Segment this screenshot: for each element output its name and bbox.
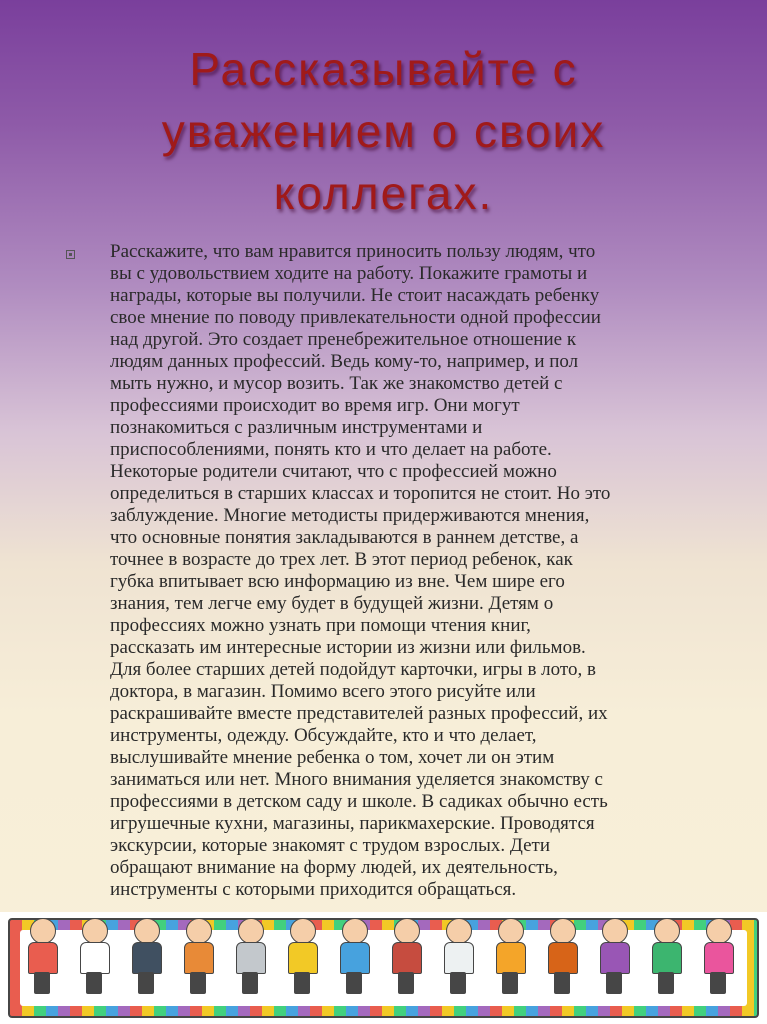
child-head-icon — [290, 918, 316, 944]
child-legs-icon — [34, 972, 50, 994]
child-legs-icon — [138, 972, 154, 994]
child-figure-icon — [388, 918, 424, 996]
square-bullet-icon — [66, 250, 75, 259]
child-figure-icon — [232, 918, 268, 996]
child-torso-icon — [340, 942, 370, 974]
child-head-icon — [342, 918, 368, 944]
child-torso-icon — [236, 942, 266, 974]
children-professions-illustration — [8, 918, 759, 1018]
child-figure-icon — [492, 918, 528, 996]
child-head-icon — [498, 918, 524, 944]
child-torso-icon — [288, 942, 318, 974]
child-legs-icon — [450, 972, 466, 994]
child-torso-icon — [184, 942, 214, 974]
child-torso-icon — [652, 942, 682, 974]
child-figure-icon — [336, 918, 372, 996]
child-legs-icon — [710, 972, 726, 994]
child-head-icon — [134, 918, 160, 944]
child-figure-icon — [128, 918, 164, 996]
child-figure-icon — [700, 918, 736, 996]
child-legs-icon — [606, 972, 622, 994]
child-head-icon — [82, 918, 108, 944]
slide-body-text: Расскажите, что вам нравится приносить пользу людям, что вы с удовольствием ходите на работу. Покажите грамоты и награды, которые вы получили. Не стоит насаждать ребенку свое мнение по поводу привлекательности одной профессии над другой. Это создает пренебрежительное отношение к людям данных профессий. Ведь кому-то, например, и пол мыть нужно, и мусор возить. Так же знакомство детей с профессиями происходит во время игр. Они могут познакомиться с различным инструментами и приспособлениями, понять кто и что делает на работе. Некоторые родители считают, что с профессией можно определиться в старших классах и торопится не стоит. Но это заблуждение. Многие методисты придерживаются мнения, что основные понятия закладываются в раннем детстве, а точнее в возрасте до трех лет. В этот период ребенок, как губка впитывает всю информацию из вне. Чем шире его знания, тем легче ему будет в будущей жизни. Детям о профессиях можно узнать при помощи чтения книг, рассказать им интересные истории из жизни или фильмов. Для более старших детей подойдут карточки, игры в лото, в доктора, в магазин. Помимо всего этого рисуйте или раскрашивайте вместе представителей разных профессий, их инструменты, одежду. Обсуждайте, кто и что делает, выслушивайте мнение ребенка о том, хочет ли он этим заниматься или нет. Много внимания уделяется знакомству с профессиями в детском саду и школе. В садиках обычно есть игрушечные кухни, магазины, парикмахерские. Проводятся экскурсии, которые знакомят с трудом взрослых. Дети обращают внимание на форму людей, их деятельность, инструменты с которыми приходится обращаться. — [110, 241, 611, 900]
child-torso-icon — [600, 942, 630, 974]
child-figure-icon — [24, 918, 60, 996]
child-figure-icon — [596, 918, 632, 996]
child-legs-icon — [346, 972, 362, 994]
child-head-icon — [446, 918, 472, 944]
child-torso-icon — [392, 942, 422, 974]
child-legs-icon — [190, 972, 206, 994]
child-head-icon — [30, 918, 56, 944]
child-figure-icon — [180, 918, 216, 996]
slide-title: Рассказывайте с уважением о своих коллегах. — [161, 43, 606, 219]
child-head-icon — [186, 918, 212, 944]
kids-row — [20, 930, 747, 1006]
child-head-icon — [550, 918, 576, 944]
child-legs-icon — [658, 972, 674, 994]
child-torso-icon — [548, 942, 578, 974]
child-head-icon — [654, 918, 680, 944]
child-figure-icon — [76, 918, 112, 996]
child-figure-icon — [440, 918, 476, 996]
child-legs-icon — [242, 972, 258, 994]
child-torso-icon — [28, 942, 58, 974]
child-legs-icon — [294, 972, 310, 994]
child-legs-icon — [554, 972, 570, 994]
child-head-icon — [394, 918, 420, 944]
child-head-icon — [706, 918, 732, 944]
child-figure-icon — [648, 918, 684, 996]
child-figure-icon — [544, 918, 580, 996]
child-legs-icon — [502, 972, 518, 994]
child-head-icon — [602, 918, 628, 944]
child-torso-icon — [132, 942, 162, 974]
child-legs-icon — [86, 972, 102, 994]
child-torso-icon — [444, 942, 474, 974]
child-head-icon — [238, 918, 264, 944]
child-torso-icon — [496, 942, 526, 974]
child-legs-icon — [398, 972, 414, 994]
child-torso-icon — [704, 942, 734, 974]
child-figure-icon — [284, 918, 320, 996]
child-torso-icon — [80, 942, 110, 974]
